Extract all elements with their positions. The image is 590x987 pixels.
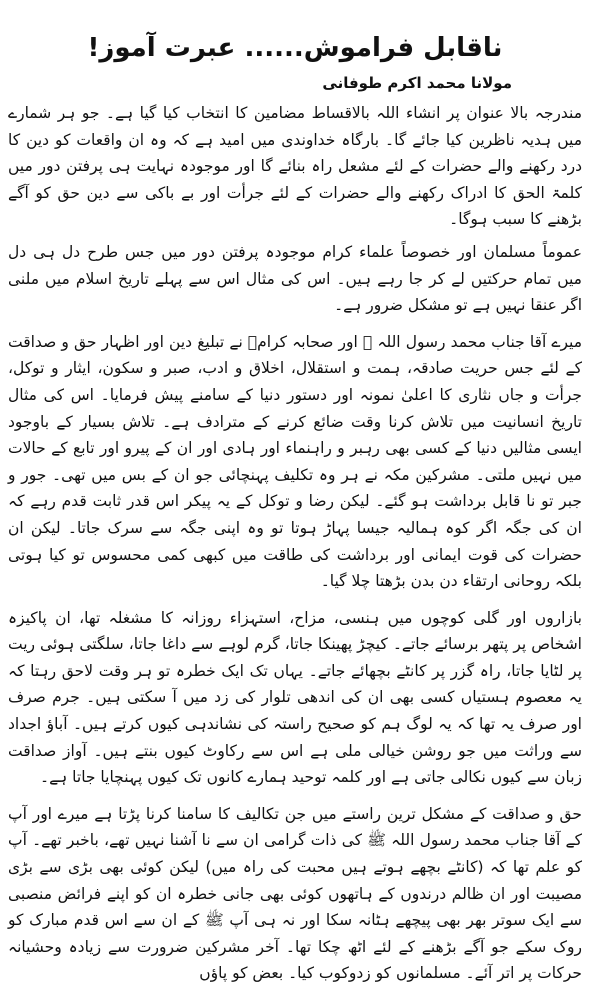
author-name: مولانا محمد اکرم طوفانی [322,74,512,92]
paragraph-3: میرے آقا جناب محمد رسول اللہ ﷺ اور صحابہ کرامؓ نے تبلیغ دین اور اظہار حق و صداقت کے لئے جس حریت صادقہ، ہمت و استقلال، اخلاق و ادب، صبر و سکون، ایثار و توکل، جرأت و جاں نثاری کا اعلیٰ نمونہ اور دستور دنیا کے سامنے پیش فرمایا۔ اس کی مثال تاریخ انسانیت میں تلاش کرنا وقت ضائع کرنے کے مترادف ہے۔ تلاش بسیار کے باوجود ایسی مثالیں دنیا کے کسی بھی رہبر و راہنماء اور ہادی اور ان کے پیرو اور تابع کے حالات میں نہیں ملتی۔ مشرکین مکہ نے ہر وہ تکلیف پہنچائی جو ان کے بس میں تھی۔ جور و جبر تو نا قابل برداشت ہو گئے۔ لیکن رضا و توکل کے یہ پیکر اس قدر ثابت قدم رہے کہ ان کی جگہ اگر کوہ ہمالیہ جیسا پہاڑ ہوتا تو وہ اپنی جگہ سے سرک جاتا۔ لیکن ان حضرات کی قوت ایمانی اور برداشت کی طاقت میں کبھی کمی محسوس تو کیا ہوتی بلکہ روحانی ارتقاء دن بدن بڑھتا چلا گیا۔ [8,332,582,591]
paragraph-2: عموماً مسلمان اور خصوصاً علماء کرام موجودہ پرفتن دور میں جس طرح دل ہی دل میں تمام حرکتیں لے کر جا رہے ہیں۔ اس کی مثال اس سے پہلے تاریخ اسلام میں ملنی اگر عنقا نہیں ہے تو مشکل ضرور ہے۔ [8,242,582,315]
paragraph-1: مندرجہ بالا عنوان پر انشاء اللہ بالاقساط مضامین کا انتخاب کیا گیا ہے۔ جو ہر شمارے میں ہدیہ ناظرین کیا جائے گا۔ بارگاہ خداوندی میں امید ہے کہ وہ ان واقعات کو دین کا درد رکھنے والے حضرات کے لئے مشعل راہ بنائے گا اور موجودہ نہایت ہی پرفتن دور میں کلمۃ الحق کا ادراک رکھنے والے حضرات کے لئے جرأت اور بے باکی سے دین حق کو آگے بڑھنے کا سبب ہوگا۔ [8,104,582,229]
article-title: ناقابل فراموش...... عبرت آموز! [87,33,503,63]
paragraph-5: حق و صداقت کے مشکل ترین راستے میں جن تکالیف کا سامنا کرنا پڑتا ہے میرے اور آپ کے آقا جناب محمد رسول اللہ ﷺ کی ذات گرامی ان سے نا آشنا نہیں تھے، باخبر تھے۔ آپ کو علم تھا کہ (کانٹے بچھے ہوتے ہیں محبت کی راہ میں) لیکن کوئی بھی بڑی سے بڑی مصیبت اور ان ظالم درندوں کے ہاتھوں کوئی بھی جانی خطرہ ان کو اپنے فرائض منصبی سے ایک سوتر بھر بھی پیچھے ہٹانہ سکا اور نہ ہی آپ ﷺ کے ان سے اس قدم مبارک کو روک سکے جو آگے بڑھنے کے لئے اٹھ چکا تھا۔ آخر مشرکین ضرورت سے زیادہ وحشیانہ حرکات پر اتر آئے۔ مسلمانوں کو زدوکوب کیا۔ بعض کو پاؤں [8,804,582,983]
paragraph-4: بازاروں اور گلی کوچوں میں ہنسی، مزاح، استہزاء روزانہ کا مشغلہ تھا، ان پاکیزہ اشخاص پر پتھر برسائے جاتے۔ کیچڑ پھینکا جاتا، گرم لوہے سے داغا جاتا، سلگتی ہوئی ریت پر لٹایا جاتا، راہ گزر پر کانٹے بچھائے جاتے۔ یہاں تک ایک خطرہ تو ہر وقت لاحق رہتا کہ یہ معصوم ہستیاں کسی بھی ان کی اندھی تلوار کی زد میں آ سکتی ہیں۔ جرم صرف اور صرف یہ تھا کہ یہ لوگ ہم کو صحیح راستہ کی نشاندہی کیوں کرتے ہیں۔ آباؤ اجداد سے وراثت میں جو روشن خیالی ملی ہے اس سے رکاوٹ کیوں بنتے ہیں۔ آواز صداقت زبان سے کیوں نکالی جاتی ہے اور کلمہ توحید ہمارے کانوں تک کیوں پہنچایا جاتا ہے۔ [8,608,582,787]
